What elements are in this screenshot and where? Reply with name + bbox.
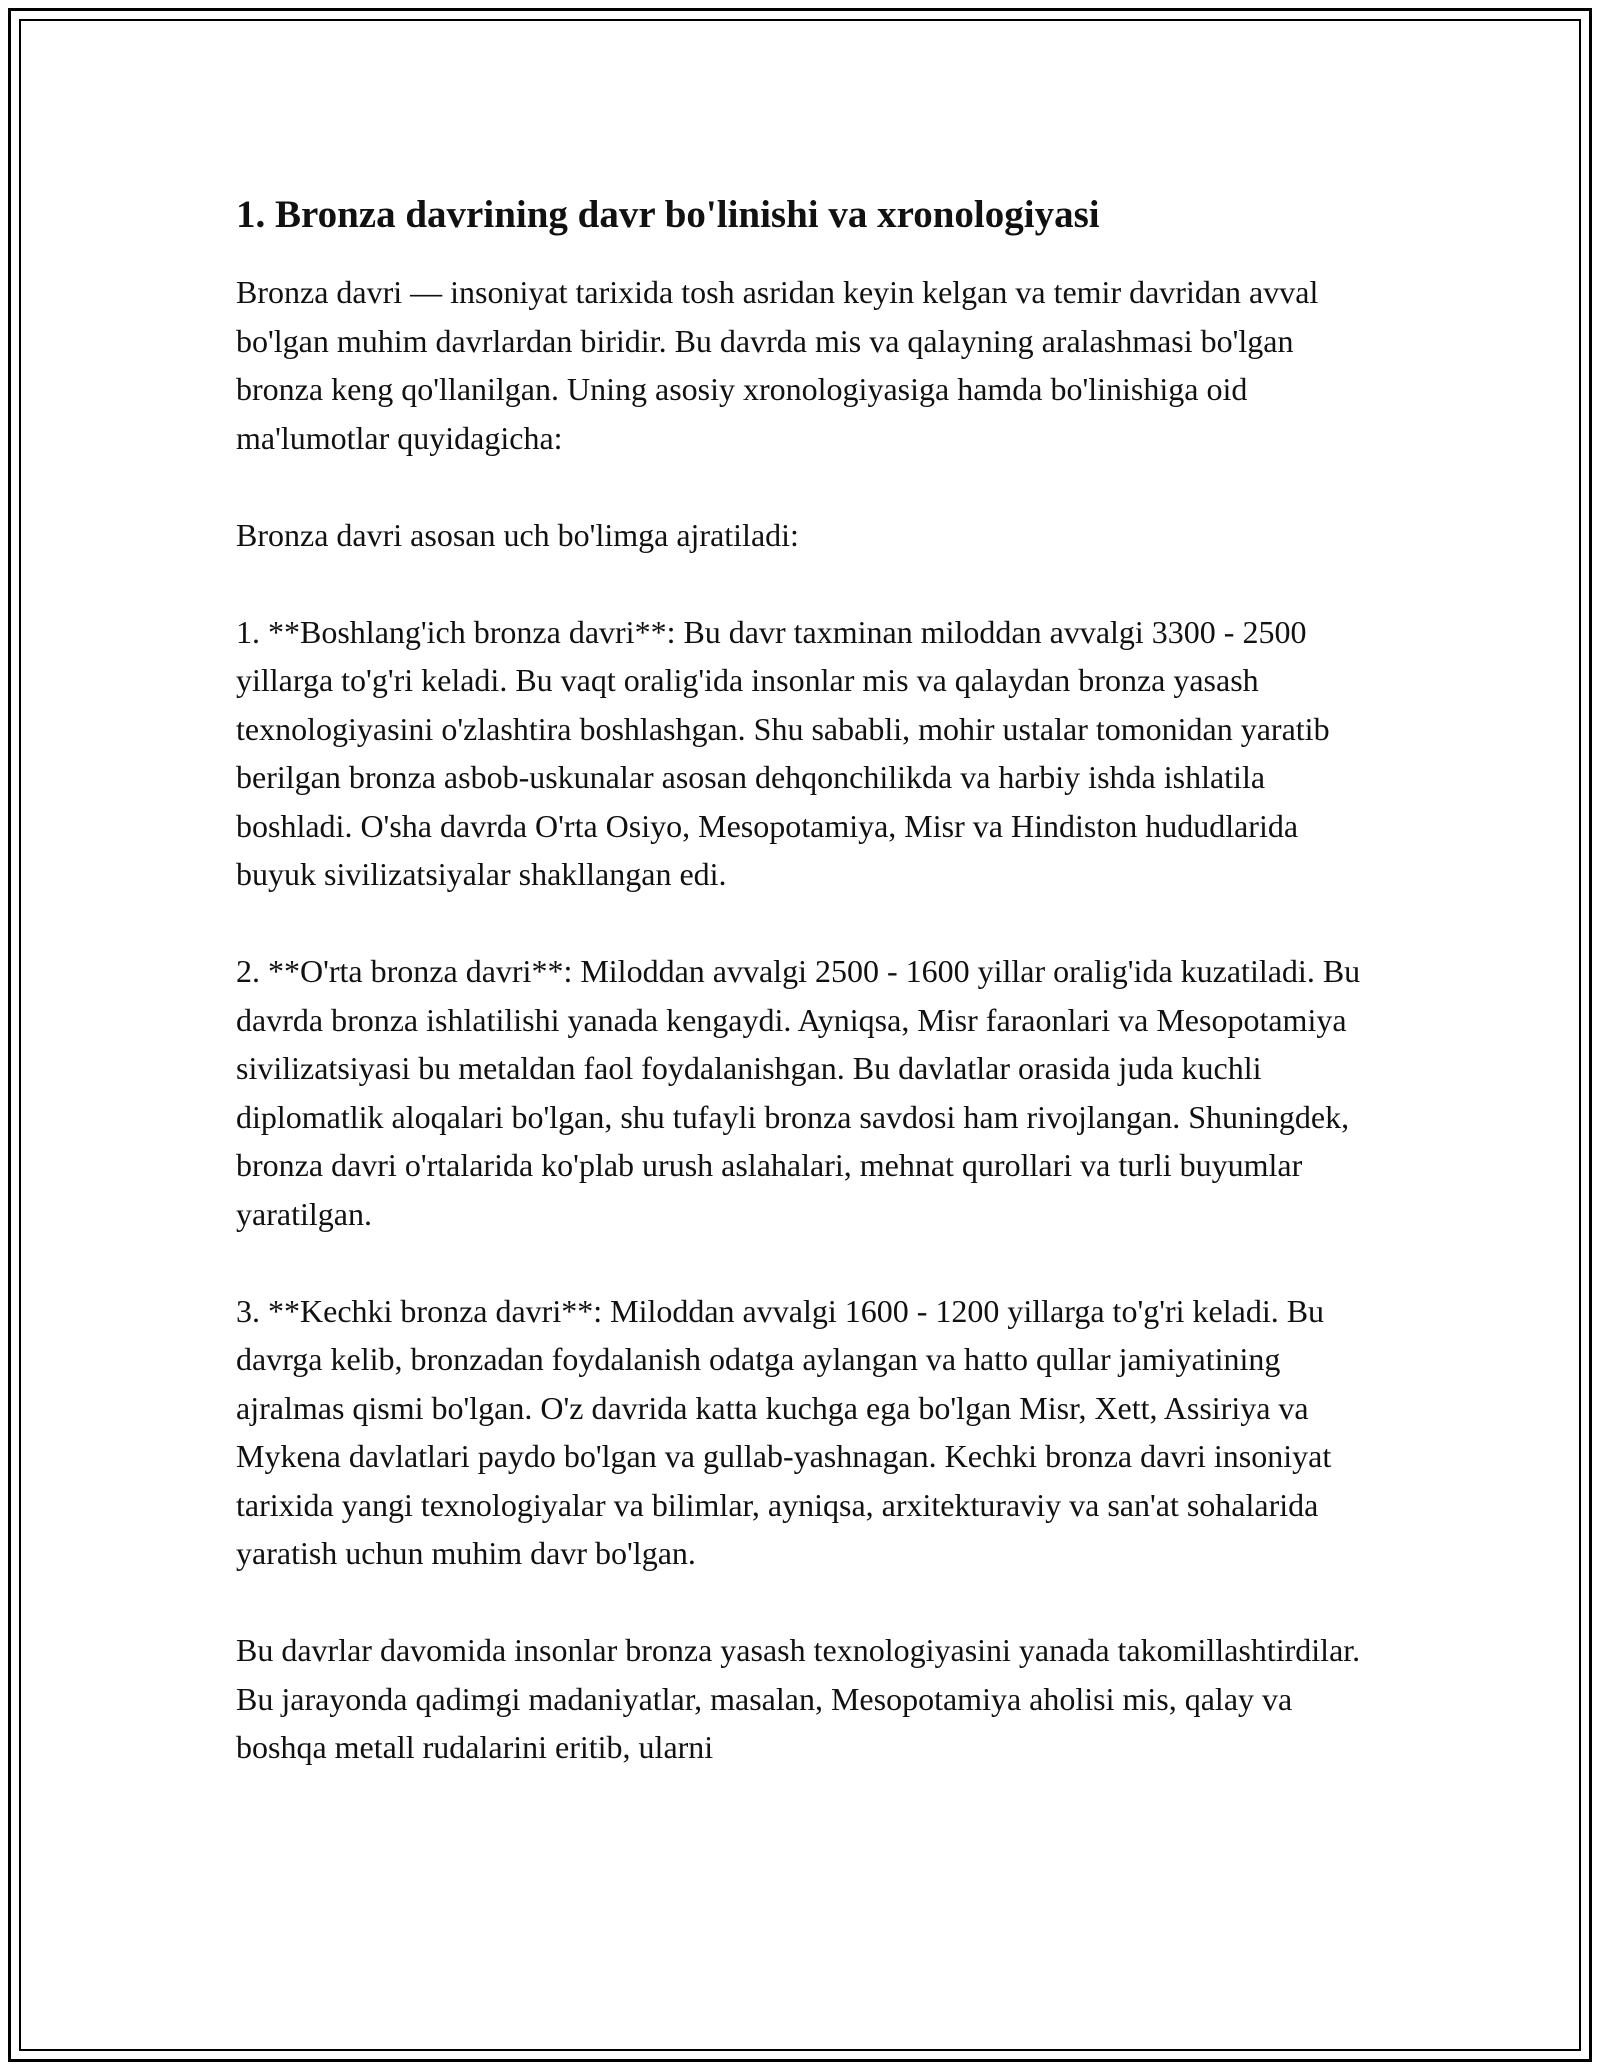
paragraph-early-bronze: 1. **Boshlang'ich bronza davri**: Bu davr taxminan miloddan avvalgi 3300 - 2500 yillarga to'g'ri keladi. Bu vaqt oralig'ida insonlar mis va qalaydan bronza yasash texnologiyasini o'zlashtira boshlashgan. Shu sababli, mohir ustalar tomonidan yaratib berilgan bronza asbob-uskunalar asosan dehqonchilikda va harbiy ishda ishlatila boshladi. O'sha davrda O'rta Osiyo, Mesopotamiya, Misr va Hindiston hududlarida buyuk sivilizatsiyalar shakllangan edi. bbox=[236, 613, 1330, 892]
paragraph-middle-bronze: 2. **O'rta bronza davri**: Miloddan avvalgi 2500 - 1600 yillar oralig'ida kuzatiladi. Bu davrda bronza ishlatilishi yanada kengaydi. Ayniqsa, Misr faraonlari va Mesopotamiya sivilizatsiyasi bu metaldan faol foydalanishgan. Bu davlatlar orasida juda kuchli diplomatlik aloqalari bo'lgan, shu tufayli bronza savdosi ham rivojlangan. Shuningdek, bronza davri o'rtalarida ko'plab urush aslahalari, mehnat qurollari va turli buyumlar yaratilgan. bbox=[236, 953, 1361, 1232]
paragraph-division-lead: Bronza davri asosan uch bo'limga ajratiladi: bbox=[236, 516, 799, 553]
section-heading: 1. Bronza davrining davr bo'linishi va xronologiyasi bbox=[236, 193, 1100, 236]
document-body bbox=[236, 192, 1366, 1820]
paragraph-late-bronze: 3. **Kechki bronza davri**: Miloddan avvalgi 1600 - 1200 yillarga to'g'ri keladi. Bu davrga kelib, bronzadan foydalanish odatga aylangan va hatto qullar jamiyatining ajralmas qismi bo'lgan. O'z davrida katta kuchga ega bo'lgan Misr, Xett, Assiriya va Mykena davlatlari paydo bo'lgan va gullab-yashnagan. Kechki bronza davri insoniyat tarixida yangi texnologiyalar va bilimlar, ayniqsa, arxitekturaviy va san'at sohalarida yaratish uchun muhim davr bo'lgan. bbox=[236, 1292, 1332, 1571]
paragraph-conclusion: Bu davrlar davomida insonlar bronza yasash texnologiyasini yanada takomillashtirdilar. Bu jarayonda qadimgi madaniyatlar, masalan, Mesopotamiya aholisi mis, qalay va boshqa metall rudalarini eritib, ularni bbox=[236, 1632, 1361, 1765]
paragraph-intro: Bronza davri — insoniyat tarixida tosh asridan keyin kelgan va temir davridan avval bo'lgan muhim davrlardan biridir. Bu davrda mis va qalayning aralashmasi bo'lgan bronza keng qo'llanilgan. Uning asosiy xronologiyasiga hamda bo'linishiga oid ma'lumotlar quyidagicha: bbox=[236, 274, 1319, 456]
